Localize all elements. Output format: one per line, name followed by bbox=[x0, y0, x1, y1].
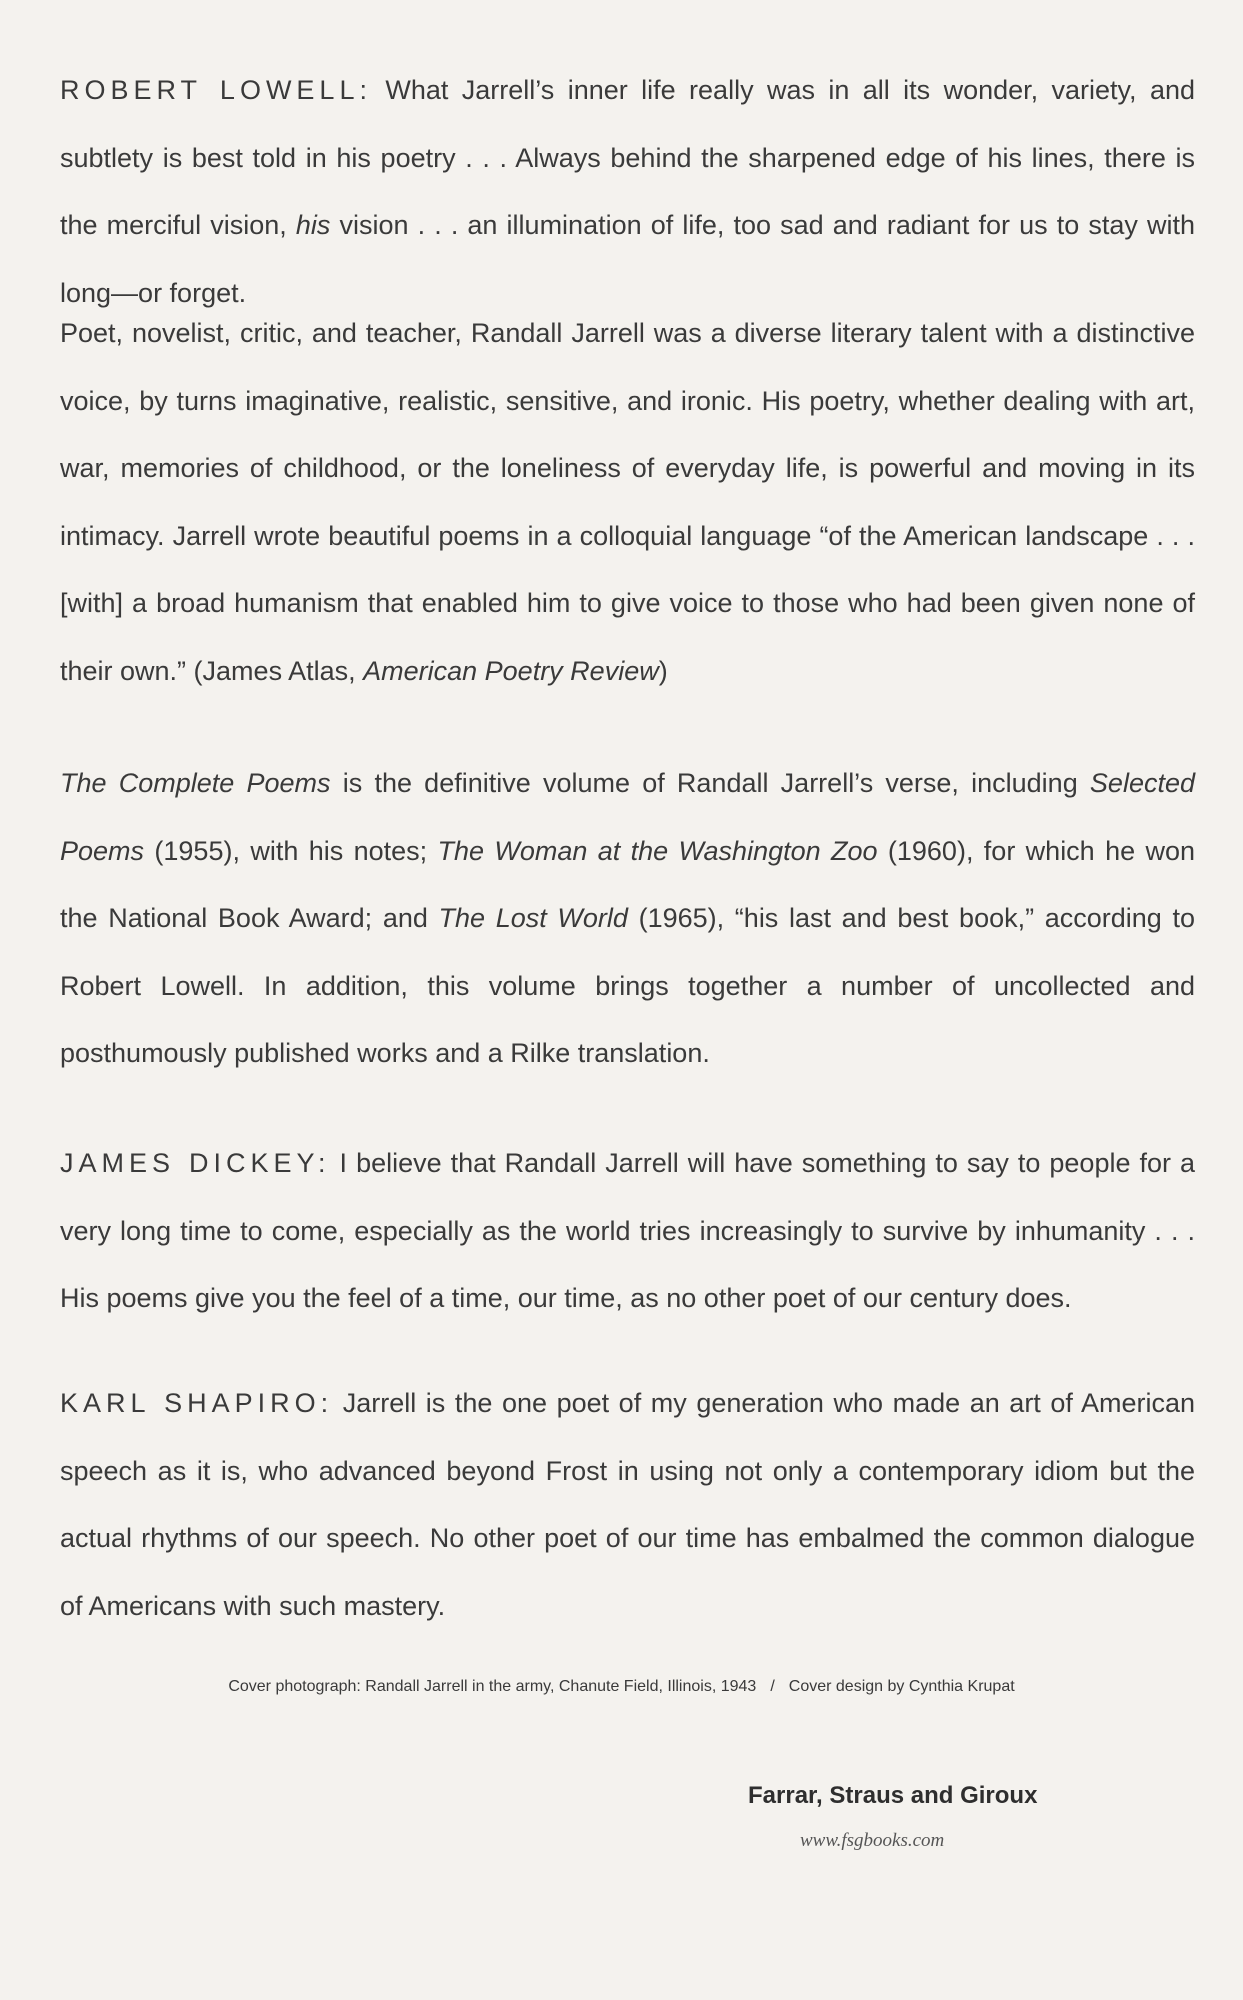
lowell-text-2: vision . . . an illumination of life, too sad and radiant for us to stay with long—or forget. bbox=[60, 210, 1195, 308]
volume-title: The Complete Poems bbox=[60, 768, 331, 798]
lowell-quote bbox=[60, 57, 1195, 327]
volume-paragraph bbox=[60, 750, 1195, 1088]
volume-lost-world: The Lost World bbox=[438, 903, 628, 933]
lowell-text-italic: his bbox=[295, 210, 331, 240]
speaker-shapiro: KARL SHAPIRO: bbox=[60, 1388, 334, 1418]
volume-text-2: (1955), with his notes; bbox=[144, 835, 438, 866]
design-credit: Cover design by Cynthia Krupat bbox=[788, 1678, 1015, 1695]
intro-text-2: ) bbox=[658, 655, 668, 686]
publisher-website[interactable]: www.fsgbooks.com bbox=[800, 1830, 945, 1851]
publisher-name: Farrar, Straus and Giroux bbox=[748, 1782, 1038, 1809]
speaker-dickey: JAMES DICKEY: bbox=[60, 1148, 331, 1178]
intro-text-1: Poet, novelist, critic, and teacher, Randall Jarrell was a diverse literary talent with a distinctive voice, by turns imaginative, realistic, sensitive, and ironic. His poetry, whether dealing with art, war, memories of childhood, or the loneliness of everyday life, is powerful and moving in its intimacy. Jarrell wrote beautiful poems in a colloquial language “of the American landscape . . . [with] a broad humanism that enabled him to give voice to those who had been given none of their own.” (James Atlas, bbox=[60, 318, 1195, 686]
dickey-text: I believe that Randall Jarrell will have something to say to people for a very long time to come, especially as the world tries increasingly to survive by inhumanity . . . His poems give you the feel of a time, our time, as no other poet of our century does. bbox=[60, 1148, 1195, 1313]
volume-selected-poems: Selected Poems bbox=[60, 768, 1195, 866]
lowell-text-1: What Jarrell’s inner life really was in all its wonder, variety, and subtlety is best told in his poetry . . . Always behind the sharpened edge of his lines, there is the merciful vision, bbox=[60, 75, 1195, 240]
dickey-quote bbox=[60, 1130, 1195, 1333]
volume-text-3: (1960), for which he won the National Book Award; and bbox=[60, 835, 1195, 933]
shapiro-text: Jarrell is the one poet of my generation who made an art of American speech as it is, who advanced beyond Frost in using not only a contemporary idiom but the actual rhythms of our speech. No other poet of our time has embalmed the common dialogue of Americans with such mastery. bbox=[60, 1388, 1196, 1621]
shapiro-quote bbox=[60, 1370, 1195, 1640]
volume-text-4: (1965), “his last and best book,” according to Robert Lowell. In addition, this volume brings together a number of uncollected and posthumously published works and a Rilke translation. bbox=[60, 903, 1195, 1068]
intro-paragraph bbox=[60, 300, 1195, 705]
credit-separator: / bbox=[770, 1678, 775, 1695]
cover-credits bbox=[0, 1678, 1243, 1696]
speaker-lowell: ROBERT LOWELL: bbox=[60, 75, 372, 105]
volume-washington-zoo: The Woman at the Washington Zoo bbox=[437, 835, 878, 866]
volume-text-1: is the definitive volume of Randall Jarrell’s verse, including bbox=[330, 768, 1090, 798]
photo-credit: Cover photograph: Randall Jarrell in the army, Chanute Field, Illinois, 1943 bbox=[228, 1678, 757, 1695]
intro-journal-title: American Poetry Review bbox=[363, 655, 659, 686]
